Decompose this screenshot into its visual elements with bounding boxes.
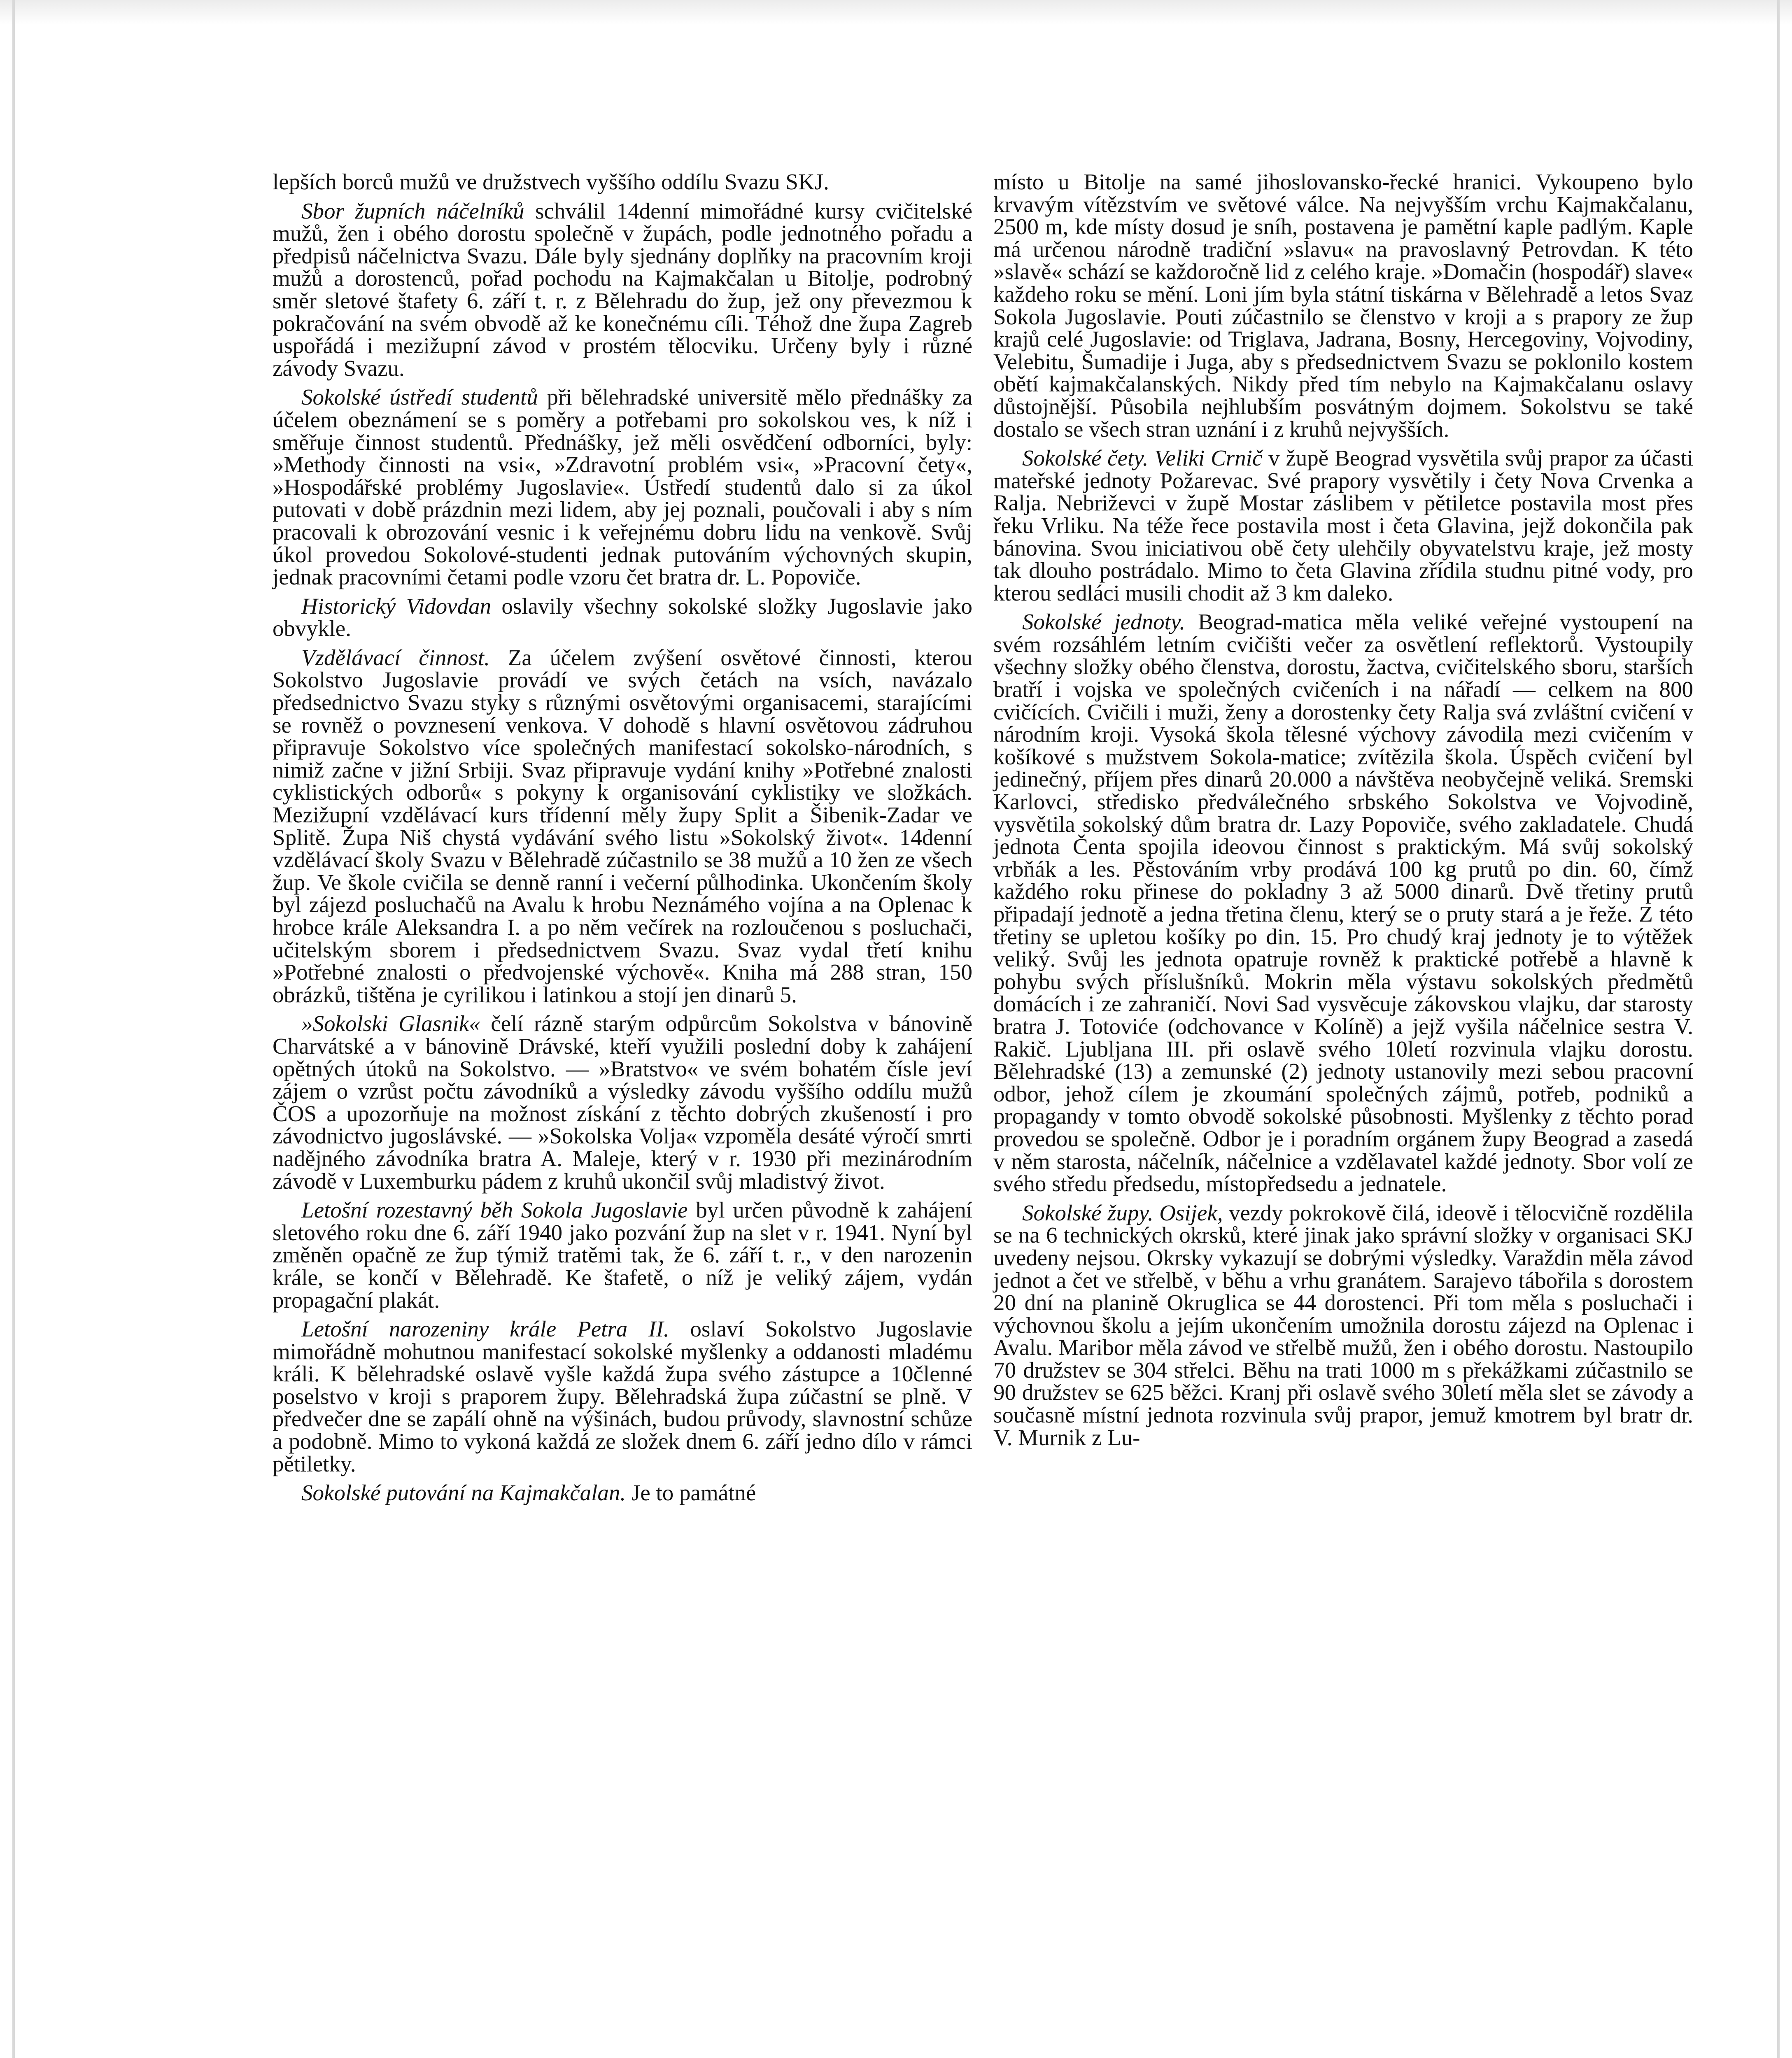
paragraph-narozeniny-krale: Letošní narozeniny krále Petra II. oslaví Sokolstvo Jugoslavie mimořádně mohutnou manifestací sokolské myšlenky a oddanosti mladému králi. K bělehradské oslavě vyšle každá župa svého zástupce a 10členné poselstvo v kroji s praporem župy. Bělehradská župa zúčastní se plně. V předvečer dne se zapálí ohně na výšinách, budou průvody, slavnostní schůze a podobně. Mimo to vykoná každá ze složek dnem 6. září jedno dílo v rámci pětiletky. [273,1316,972,1476]
paragraph-sokolske-zupy: Sokolské župy. Osijek, vezdy pokrokově čilá, ideově i tělocvičně rozdělila se na 6 technických okrsků, které jinak jako správní složky v organisaci SKJ uvedeny nejsou. Okrsky vykazují se dobrými výsledky. Varaždin měla závod jednot a čet ve střelbě, v běhu a vrhu granátem. Sarajevo tábořila s dorostem 20 dní na planině Okruglica se 44 dorostenci. Při tom měla s posluchači i výchovnou školu a jejím ukončením umožnila dorostu zájezd na Oplenac i Avalu. Maribor měla závod ve střelbě mužů, žen i obého dorostu. Nastoupilo 70 družstev se 304 střelci. Běhu na trati 1000 m s překážkami zúčastnilo se 90 družstev se 625 běžci. Kranj při oslavě svého 30letí měla slet se závody a současně místní jednota rozvinula svůj prapor, jemuž kmotrem byl bratr dr. V. Murnik z Lu- [993,1200,1693,1450]
paragraph-putovani-kajmakcalan: Sokolské putování na Kajmakčalan. Je to památné [301,1480,756,1506]
paragraph-sbor-zupnich-nacelniku: Sbor župních náčelníků schválil 14denní mimořádné kursy cvičitelské mužů, žen i obého dorostu společně v župách, podle jednotného pořadu a předpisů náčelnictva Svazu. Dále byly sjednány doplňky na pracovním kroji mužů a dorostenců, pořad pochodu na Kajmakčalan u Bitolje, podrobný směr sletové štafety 6. září t. r. z Bělehradu do žup, jež ony převezmou k pokračování na svém obvodě až ke konečnému cíli. Téhož dne župa Zagreb uspořádá i mezižupní závod v prostém tělocviku. Určeny byly i různé závody Svazu. [273,198,972,381]
paragraph-kajmakcalan-continuation: místo u Bitolje na samé jihoslovansko-řecké hranici. Vykoupeno bylo krvavým vítězstvím ve světové válce. Na nejvyšším vrchu Kajmakčalanu, 2500 m, kde místy dosud je sníh, postavena je pamětní kaple padlým. Kaple má určenou národně tradiční »slavu« na pravoslavný Petrovdan. K této »slavě« schází se každoročně lid z celého kraje. »Domačin (hospodář) slave« každeho roku se mění. Loni jím byla státní tiskárna v Bělehradě a letos Svaz Sokola Jugoslavie. Pouti zúčastnilo se členstvo v kroji a s prapory ze žup krajů celé Jugoslavie: od Triglava, Jadrana, Bosny, Hercegoviny, Vojvodiny, Velebitu, Šumadije i Juga, aby s předsednictvem Svazu se poklonilo kostem obětí kajmakčalanských. Nikdy před tím nebylo na Kajmakčalanu oslavy důstojnější. Působila nejhlubším posvátným dojmem. Sokolstvu se také dostalo se všech stran uznání i z kruhů nejvyšších. [993,169,1693,442]
paragraph-historicky-vidovdan: Historický Vidovdan oslavily všechny sokolské složky Jugoslavie jako obvykle. [273,593,972,641]
paragraph-vzdelavaci-cinnost: Vzdělávací činnost. Za účelem zvýšení osvětové činnosti, kterou Sokolstvo Jugoslavie provádí ve svých četách na vsích, navázalo předsednictvo Svazu styky s různými osvětovými organisacemi, starajícími se rovněž o povznesení venkova. V dohodě s hlavní osvětovou zádruhou připravuje Sokolstvo více společných manifestací sokolsko-národních, s nimiž začne v jižní Srbiji. Svaz připravuje vydání knihy »Potřebné znalosti cyklistických odborů« s pokyny k organisování cyklistiky ve složkách. Mezižupní vzdělávací kurs třídenní měly župy Split a Šibenik-Zadar ve Splitě. Župa Niš chystá vydávání svého listu »Sokolský život«. 14denní vzdělávací školy Svazu v Bělehradě zúčastnilo se 38 mužů a 10 žen ze všech žup. Ve škole cvičila se denně ranní i večerní půlhodinka. Ukončením školy byl zájezd posluchačů na Avalu k hrobu Neznámého vojína a na Oplenac k hrobce krále Aleksandra I. a po něm večírek na rozloučenou s posluchači, učitelským sborem i předsednictvem Svazu. Svaz vydal třetí knihu »Potřebné znalosti o předvojenské výchově«. Kniha má 288 stran, 150 obrázků, tištěna je cyrilikou i latinkou a stojí jen dinarů 5. [273,645,972,1007]
paragraph-sokolske-jednoty: Sokolské jednoty. Beograd-matica měla veliké veřejné vystoupení na svém rozsáhlém letním cvičišti večer za osvětlení reflektorů. Vystoupily všechny složky obého členstva, dorostu, žactva, cvičitelského sboru, starších bratří i vojska ve společných cvičeních i na nářadí — celkem na 800 cvičících. Cvičili i muži, ženy a dorostenky čety Ralja svá zvláštní cvičení v národním kroji. Vysoká škola tělesné výchovy závodila mezi cvičením v košíkové s mužstvem Sokola-matice; zvítězila škola. Úspěch cvičení byl jedinečný, příjem přes dinarů 20.000 a návštěva neobyčejně veliká. Sremski Karlovci, středisko předválečného srbského Sokolstva ve Vojvodině, vysvětila sokolský dům bratra dr. Lazy Popoviče, svého zakladatele. Chudá jednota Čenta spojila ideovou činnost s praktickým. Má svůj sokolský vrbňák a les. Pěstováním vrby prodává 100 kg prutů po din. 60, čímž každého roku přinese do pokladny 3 až 5000 dinarů. Dvě třetiny prutů připadají jednotě a jedna třetina členu, který se o pruty stará a je řeže. Z této třetiny se upletou košíky po din. 15. Pro chudý kraj jednoty je to výtěžek veliký. Svůj les jednota opatruje rovněž k praktické potřebě a hlavně k pohybu svých příslušníků. Mokrin měla výstavu sokolských předmětů domácích i ze zahraničí. Novi Sad vysvěcuje zákovskou vlajku, dar starosty bratra J. Totoviće (odchovance v Kolíně) a jejž vyšila náčelnice sestra V. Rakič. Ljubljana III. při oslavě svého 10letí rozvinula vlajku dorostu. Bělehradské (13) a zemunské (2) jednoty ustanovily mezi sebou pracovní odbor, jehož cílem je zkoumání společných zájmů, potřeb, podniků a propagandy v tomto obvodě sokolské působnosti. Myšlenky z těchto porad provedou se společně. Odbor je i poradním orgánem župy Beograd a zasedá v něm starosta, náčelník, náčelnice a vzdělavatel každé jednoty. Sbor volí ze svého středu předsedu, místopředsedu a jednatele. [993,609,1693,1197]
paragraph-rozestavny-beh: Letošní rozestavný běh Sokola Jugoslavie byl určen původně k zahájení sletového roku dne 6. září 1940 jako pozvání žup na slet v r. 1941. Nyní byl změněn opačně ze žup týmiž tratěmi tak, že 6. září t. r., v den narozenin krále, se končí v Bělehradě. Ke štafetě, o níž je veliký zájem, vydán propagační plakát. [273,1197,972,1313]
left-text-column [273,171,972,1504]
paragraph-continuation: lepších borců mužů ve družstvech vyššího oddílu Svazu SKJ. [273,169,829,194]
paragraph-sokolske-cety: Sokolské čety. Veliki Crnič v župě Beograd vysvětila svůj prapor za účasti mateřské jednoty Požarevac. Své prapory vysvětily i čety Nova Crvenka a Ralja. Nebriževci v župě Mostar záslibem v pětiletce postavila most přes řeku Vrliku. Na téže řece postavila most i četa Glavina, jejž dokončila pak bánovina. Svou iniciativou obě čety ulehčily obyvatelstvu kraje, jež mosty tak dlouho postrádalo. Mimo to četa Glavina zřídila studnu pitné vody, pro kterou sedláci musili chodit až 3 km daleko. [993,445,1693,605]
right-text-column [993,171,1693,1449]
paragraph-sokolske-ustredi-studentu: Sokolské ústředí studentů při bělehradské universitě mělo přednášky za účelem obeznámení se s poměry a potřebami pro sokolskou ves, k níž i směřuje činnost studentů. Přednášky, jež měli osvědčení odborníci, byly: »Methody činnosti na vsi«, »Zdravotní problém vsi«, »Pracovní čety«, »Hospodářské problémy Jugoslavie«. Ústředí studentů dalo si za úkol putovati v době prázdnin mezi lidem, aby jej poznali, poučovali i aby s ním pracovali k obrozování vesnic i k veřejnému dobru lidu na venkově. Svůj úkol provedou Sokolové-studenti jednak putováním výchovných skupin, jednak pracovními četami podle vzoru čet bratra dr. L. Popoviče. [273,384,973,590]
paragraph-sokolski-glasnik: »Sokolski Glasnik« čelí rázně starým odpůrcům Sokolstva v bánovině Charvátské a v bánovině Drávské, kteří využili poslední doby k zahájení opětných útoků na Sokolstvo. — »Bratstvo« ve svém bohatém čísle jeví zájem o vzrůst počtu závodníků a výsledky závodu vyššího oddílu mužů ČOS a upozorňuje na možnost získání z těchto dobrých zkušeností i pro závodnictvo jugoslávské. — »Sokolska Volja« vzpoměla desáté výročí smrti nadějného závodníka bratra A. Maleje, který v r. 1930 při mezinárodním závodě v Luxemburku pádem z kruhů ukončil svůj mladistvý život. [273,1011,972,1194]
